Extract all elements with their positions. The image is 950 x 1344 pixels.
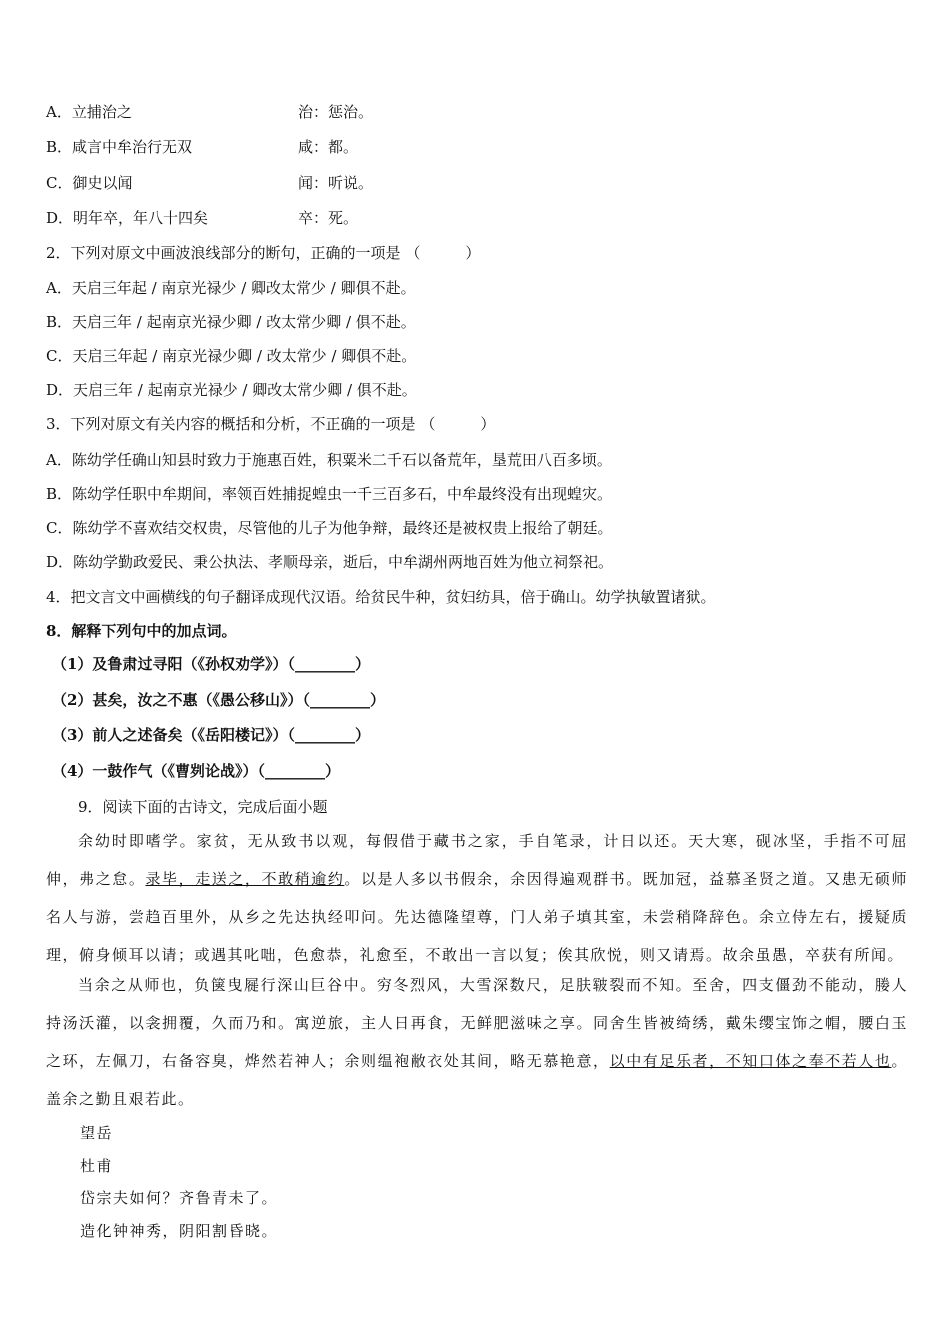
poem-line-2: 造化钟神秀，阴阳割昏晓。 xyxy=(80,1222,279,1240)
q2-option-d: D．天启三年 / 起南京光禄少 / 卿改太常少卿 / 俱不赴。 xyxy=(46,381,417,399)
q1-option-c-label: C．御史以闻 xyxy=(46,174,133,192)
q1-option-d xyxy=(46,208,359,228)
q1-option-d-gloss: 卒：死。 xyxy=(298,209,359,227)
q9-title: 9．阅读下面的古诗文，完成后面小题 xyxy=(78,798,328,816)
q9-passage-paragraph-2 xyxy=(46,966,908,1118)
q1-option-c xyxy=(46,173,374,193)
q8-item-2: （2）甚矣，汝之不惠（《愚公移山》）（________） xyxy=(52,691,385,709)
q2-option-c: C．天启三年起 / 南京光禄少卿 / 改太常少 / 卿俱不赴。 xyxy=(46,347,417,365)
q8-item-1: （1）及鲁肃过寻阳（《孙权劝学》）（________） xyxy=(52,655,370,673)
poem-line-1: 岱宗夫如何？齐鲁青未了。 xyxy=(80,1189,279,1207)
q1-option-b-label: B．咸言中牟治行无双 xyxy=(46,138,193,156)
q2-option-b: B．天启三年 / 起南京光禄少卿 / 改太常少卿 / 俱不赴。 xyxy=(46,313,416,331)
q9-para2-underlined-sentence: 以中有足乐者，不知口体之奉不若人也 xyxy=(609,1052,892,1070)
q3-stem: 3．下列对原文有关内容的概括和分析，不正确的一项是 （ ） xyxy=(46,415,496,433)
q1-option-a-label: A．立捕治之 xyxy=(46,103,132,121)
q3-option-b: B．陈幼学任职中牟期间，率领百姓捕捉蝗虫一千三百多石，中牟最终没有出现蝗灾。 xyxy=(46,485,613,503)
q1-option-a-gloss: 治：惩治。 xyxy=(298,103,374,121)
poem-title: 望岳 xyxy=(80,1124,114,1142)
q3-option-a: A．陈幼学任确山知县时致力于施惠百姓，积粟米二千石以备荒年，垦荒田八百多顷。 xyxy=(46,451,612,469)
q1-option-a xyxy=(46,102,374,122)
q9-para1-text-a: 余幼时即嗜学。家贫，无从致书以观，每假借于藏书之家，手自笔录，计日以还。天大寒，砚冰坚，手指不可屈伸，弗之怠。 xyxy=(46,832,908,888)
q1-option-b xyxy=(46,137,359,157)
q8-item-3: （3）前人之述备矣（《岳阳楼记》）（________） xyxy=(52,726,370,744)
q8-item-4: （4）一鼓作气（《曹刿论战》）（________） xyxy=(52,762,340,780)
q8-title: 8．解释下列句中的加点词。 xyxy=(46,622,237,640)
q4-stem: 4．把文言文中画横线的句子翻译成现代汉语。给贫民牛种，贫妇纺具，倍于确山。幼学执敏置诸狱。 xyxy=(46,588,716,606)
q1-option-c-gloss: 闻：听说。 xyxy=(298,174,374,192)
q1-option-d-label: D．明年卒，年八十四矣 xyxy=(46,209,209,227)
q9-para1-text-b: 。以是人多以书假余，余因得遍观群书。既加冠，益慕圣贤之道。又患无硕师名人与游，尝趋百里外，从乡之先达执经叩问。先达德隆望尊，门人弟子填其室，未尝稍降辞色。余立侍左右，援疑质理，俯身倾耳以请；或遇其叱咄，色愈恭，礼愈至，不敢出一言以复；俟其欣悦，则又请焉。故余虽愚，卒获有所闻。 xyxy=(46,870,908,964)
q2-stem: 2．下列对原文中画波浪线部分的断句，正确的一项是 （ ） xyxy=(46,244,481,262)
q3-option-d: D．陈幼学勤政爱民、秉公执法、孝顺母亲，逝后，中牟湖州两地百姓为他立祠祭祀。 xyxy=(46,553,614,571)
q9-passage-paragraph-1 xyxy=(46,822,908,974)
q9-para1-underlined-sentence: 录毕，走送之，不敢稍逾约 xyxy=(145,870,345,888)
q9-para2-text-b: 。盖余之勤且艰若此。 xyxy=(46,1052,908,1108)
poem-author: 杜甫 xyxy=(80,1157,114,1175)
q9-para2-text-a: 当余之从师也，负箧曳屣行深山巨谷中。穷冬烈风，大雪深数尺，足肤皲裂而不知。至舍，四支僵劲不能动，媵人持汤沃灌，以衾拥覆，久而乃和。寓逆旅，主人日再食，无鲜肥滋味之享。同舍生皆被绮绣，戴朱缨宝饰之帽，腰白玉之环，左佩刀，右备容臭，烨然若神人；余则缊袍敝衣处其间，略无慕艳意， xyxy=(46,976,908,1070)
q2-option-a: A．天启三年起 / 南京光禄少 / 卿改太常少 / 卿俱不赴。 xyxy=(46,279,416,297)
q1-option-b-gloss: 咸：都。 xyxy=(298,138,359,156)
q3-option-c: C．陈幼学不喜欢结交权贵，尽管他的儿子为他争辩，最终还是被权贵上报给了朝廷。 xyxy=(46,519,613,537)
